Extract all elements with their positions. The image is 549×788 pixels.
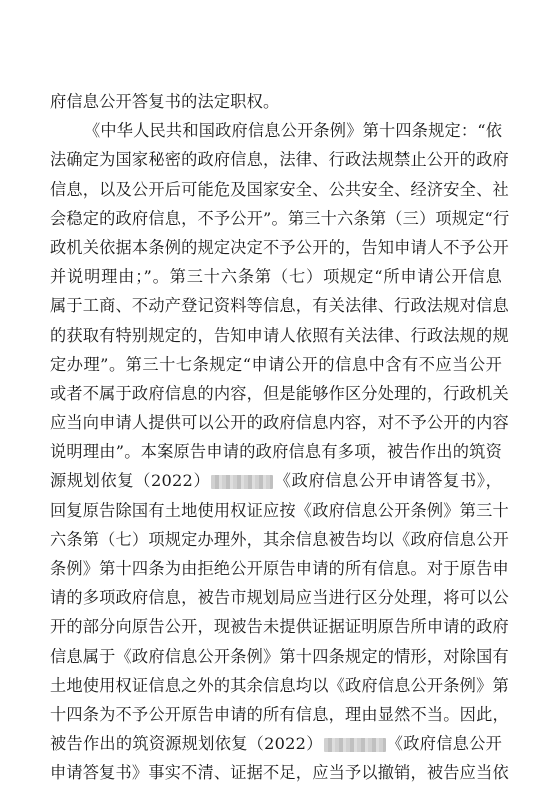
redacted-line-prefix: 源规划依复（2022） xyxy=(50,471,211,491)
text-line: 的获取有特别规定的，告知申请人依照有关法律、行政法规的规 xyxy=(50,325,509,345)
text-line: 定办理”。第三十七条规定“申请公开的信息中含有不应当公开 xyxy=(50,354,502,374)
text-line: 并说明理由；”。第三十六条第（七）项规定“所申请公开信息 xyxy=(50,267,502,287)
redaction-mask xyxy=(324,738,386,752)
text-line: 应当向申请人提供可以公开的政府信息内容，对不予公开的内容 xyxy=(50,413,509,433)
redacted-line-suffix: 《政府信息公开 xyxy=(386,734,502,754)
text-line-redacted xyxy=(50,466,502,495)
text-line: 信息属于《政府信息公开条例》第十四条规定的情形，对除国有 xyxy=(50,646,509,666)
text-line: 或者不属于政府信息的内容，但是能够作区分处理的，行政机关 xyxy=(50,383,509,403)
document-body xyxy=(50,87,510,788)
redaction-mask xyxy=(211,475,273,489)
text-line: 条例》第十四条为由拒绝公开原告申请的所有信息。对于原告申 xyxy=(50,559,509,578)
text-line: 信息，以及公开后可能危及国家安全、公共安全、经济安全、社 xyxy=(50,179,509,199)
text-line: 六条第（七）项规定办理外，其余信息被告均以《政府信息公开 xyxy=(50,529,509,549)
text-line: 土地使用权证信息之外的其余信息均以《政府信息公开条例》第 xyxy=(50,675,509,695)
text-line: 回复原告除国有土地使用权证应按《政府信息公开条例》第三十 xyxy=(50,500,509,520)
text-line: 政机关依据本条例的规定决定不予公开的，告知申请人不予公开 xyxy=(50,237,509,257)
text-line: 说明理由”。本案原告申请的政府信息有多项，被告作出的筑资 xyxy=(50,442,502,462)
text-line: 开的部分向原告公开，现被告未提供证据证明原告所申请的政府 xyxy=(50,617,509,637)
text-line: 属于工商、不动产登记资料等信息，有关法律、行政法规对信息 xyxy=(50,296,509,316)
text-line: 《中华人民共和国政府信息公开条例》第十四条规定：“依 xyxy=(84,121,503,141)
redacted-line-suffix: 《政府信息公开申请答复书》， xyxy=(274,471,502,491)
text-line: 府信息公开答复书的法定职权。 xyxy=(50,92,280,111)
text-line: 法确定为国家秘密的政府信息，法律、行政法规禁止公开的政府 xyxy=(50,150,509,170)
text-line: 会稳定的政府信息，不予公开”。第三十六条第（三）项规定“行 xyxy=(50,208,510,228)
text-line: 十四条为不予公开原告申请的所有信息，理由显然不当。因此， xyxy=(50,704,509,724)
redacted-line-prefix: 被告作出的筑资源规划依复（2022） xyxy=(50,734,323,754)
text-line: 请的多项政府信息，被告市规划局应当进行区分处理，将可以公 xyxy=(50,588,509,608)
text-line: 申请答复书》事实不清、证据不足，应当予以撤销，被告应当依 xyxy=(50,763,509,783)
text-line-redacted xyxy=(50,729,502,758)
